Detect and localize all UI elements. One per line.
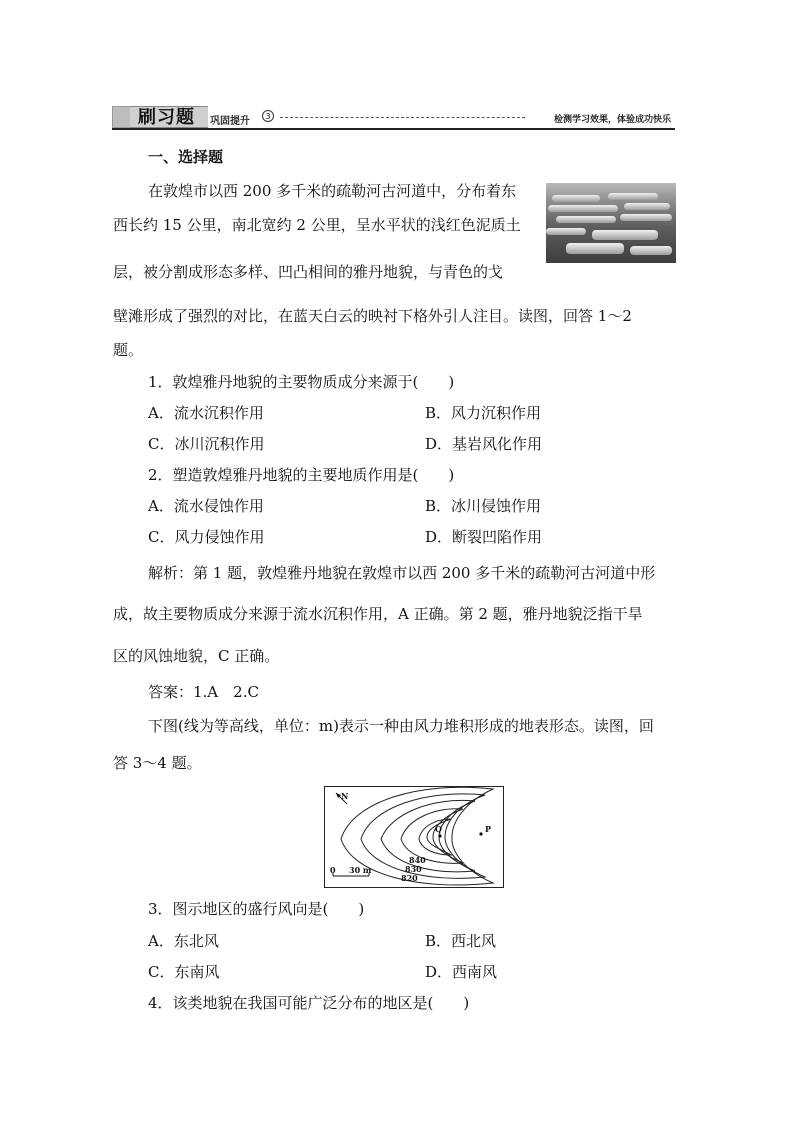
q3-option-b: B．西北风 — [425, 932, 497, 950]
header-badge: 刷习题 — [130, 106, 208, 128]
q1-option-c: C．冰川沉积作用 — [148, 435, 265, 453]
section-header — [112, 104, 675, 130]
intro-line-2: 西长约 15 公里，南北宽约 2 公里，呈水平状的浅红色泥质土 — [113, 216, 521, 234]
contour-label-820: 820 — [401, 873, 418, 883]
q1-stem: 1．敦煌雅丹地貌的主要物质成分来源于( ) — [148, 373, 455, 391]
north-label: N — [341, 791, 349, 801]
q4-stem: 4．该类地貌在我国可能广泛分布的地区是( ) — [148, 994, 470, 1012]
intro-line-5: 题。 — [113, 341, 144, 359]
label-p: P — [485, 824, 492, 834]
q3-stem: 3．图示地区的盛行风向是( ) — [148, 900, 365, 918]
intro-line-4: 壁滩形成了强烈的对比，在蓝天白云的映衬下格外引人注目。读图，回答 1～2 — [113, 307, 632, 325]
intro-line-1: 在敦煌市以西 200 多千米的疏勒河古河道中，分布着东 — [148, 182, 517, 200]
analysis-line-3: 区的风蚀地貌，C 正确。 — [113, 647, 280, 665]
scale-zero: 0 — [330, 865, 336, 875]
intro2-line-2: 答 3～4 题。 — [113, 754, 202, 772]
q1-option-b: B．风力沉积作用 — [425, 404, 542, 422]
section-title: 一、选择题 — [148, 148, 224, 166]
q2-stem: 2．塑造敦煌雅丹地貌的主要地质作用是( ) — [148, 466, 455, 484]
label-q: Q — [435, 824, 442, 834]
contour-label-840: 840 — [409, 855, 426, 865]
contour-map — [324, 786, 504, 888]
q1-option-d: D．基岩风化作用 — [425, 435, 543, 453]
header-rule — [112, 128, 675, 130]
intro-line-3: 层，被分割成形态多样、凹凸相间的雅丹地貌，与青色的戈 — [113, 263, 504, 281]
header-subtitle: 巩固提升 — [210, 116, 250, 127]
q2-option-c: C．风力侵蚀作用 — [148, 528, 265, 546]
scale-text: 30 m — [349, 865, 372, 875]
header-tagline: 检测学习效果，体验成功快乐 — [553, 115, 671, 125]
q3-option-a: A．东北风 — [148, 932, 219, 950]
intro2-line-1: 下图(线为等高线，单位：m)表示一种由风力堆积形成的地表形态。读图，回 — [148, 717, 654, 735]
header-circled-number: 3 — [262, 110, 274, 122]
q3-option-c: C．东南风 — [148, 963, 220, 981]
analysis-line-1: 解析：第 1 题，敦煌雅丹地貌在敦煌市以西 200 多千米的疏勒河古河道中形 — [148, 564, 656, 582]
yardang-photo — [546, 183, 676, 263]
q2-option-a: A．流水侵蚀作用 — [148, 497, 264, 515]
answer-line: 答案：1.A 2.C — [148, 683, 259, 701]
header-dash-line — [280, 117, 525, 118]
q2-option-d: D．断裂凹陷作用 — [425, 528, 543, 546]
q2-option-b: B．冰川侵蚀作用 — [425, 497, 542, 515]
q3-option-d: D．西南风 — [425, 963, 498, 981]
q1-option-a: A．流水沉积作用 — [148, 404, 264, 422]
analysis-line-2: 成，故主要物质成分来源于流水沉积作用，A 正确。第 2 题，雅丹地貌泛指干旱 — [113, 605, 643, 623]
contour-label-830: 830 — [405, 864, 422, 874]
